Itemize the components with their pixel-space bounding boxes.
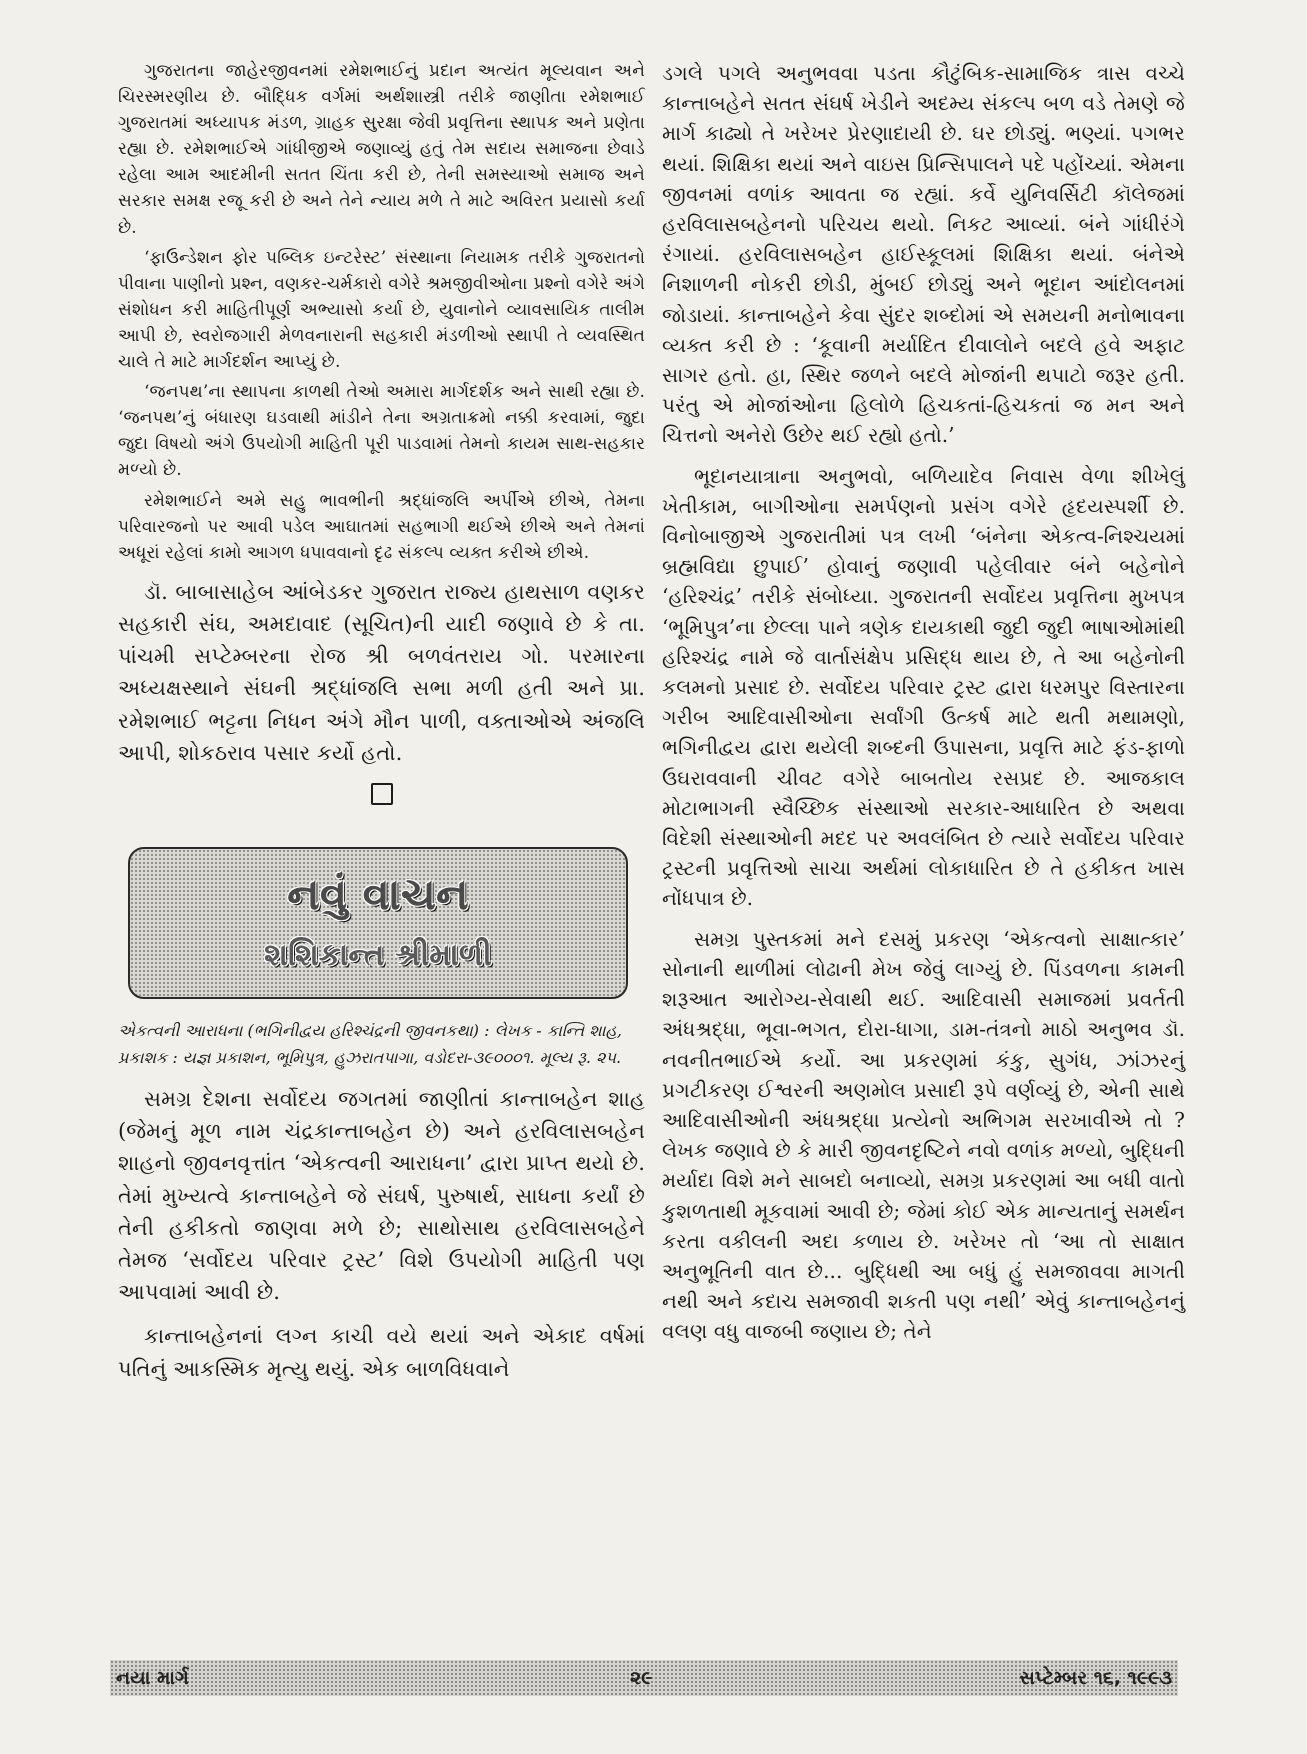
right-column bbox=[662, 58, 1185, 1347]
footer-page-number: ૨૯ bbox=[630, 1667, 653, 1689]
footer-date: સપ્ટેમ્બર ૧૬, ૧૯૯૩ bbox=[1019, 1667, 1172, 1689]
section-author: શશિકાન્ત શ્રીમાળી bbox=[264, 937, 492, 973]
page-footer bbox=[110, 1660, 1178, 1696]
paragraph-tribute: રમેશભાઈને અમે સહુ ભાવભીની શ્રદ્ધાંજલિ અર્પીએ છીએ, તેમના પરિવારજનો પર આવી પડેલ આઘાતમાં સહભાગી થઈએ છીએ અને તેમનાં અધૂરાં રહેલાં કામો આગળ ધપાવવાનો દૃઢ સંકલ્પ વ્યક્ત કરીએ છીએ. bbox=[118, 490, 645, 563]
paragraph-janpath: ‘જનપથ’ના સ્થાપના કાળથી તેઓ અમારા માર્ગદર્શક અને સાથી રહ્યા છે. ‘જનપથ’નું બંધારણ ઘડવાથી માંડીને તેના અગ્રતાક્રમો નક્કી કરવામાં, જુદા જુદા વિષયો અંગે ઉપયોગી માહિતી પૂરી પાડવામાં તેમનો કાયમ સાથ-સહકાર મળ્યો છે. bbox=[118, 382, 645, 481]
paragraph-notice: ડૉ. બાબાસાહેબ આંબેડકર ગુજરાત રાજ્ય હાથસાળ વણકર સહકારી સંઘ, અમદાવાદ (સૂચિત)ની યાદી જણાવે છે કે તા. પાંચમી સપ્ટેમ્બરના રોજ શ્રી બળવંતરાય ગો. પરમારના અધ્યક્ષસ્થાને સંઘની શ્રદ્ધાંજલિ સભા મળી હતી અને પ્રા. રમેશભાઈ ભટ્ટના નિધન અંગે મૌન પાળી, વક્તાઓએ અંજલિ આપી, શોકઠરાવ પસાર કર્યો હતો. bbox=[118, 578, 645, 765]
section-title: નવું વાચન bbox=[287, 869, 469, 920]
paragraph-contribution: ગુજરાતના જાહેરજીવનમાં રમેશભાઈનું પ્રદાન અત્યંત મૂલ્યવાન અને ચિરસ્મરણીય છે. બૌદ્ધિક વર્ગમાં અર્થશાસ્ત્રી તરીકે જાણીતા રમેશભાઈ ગુજરાતમાં અધ્યાપક મંડળ, ગ્રાહક સુરક્ષા જેવી પ્રવૃત્તિના સ્થાપક અને પ્રણેતા રહ્યા છે. રમેશભાઈએ ગાંધીજીએ જણાવ્યું હતું તેમ સદાય સમાજના છેવાડે રહેલા આમ આદમીની સતત ચિંતા કરી છે, તેની સમસ્યાઓ સમાજ અને સરકાર સમક્ષ રજૂ કરી છે અને તેને ન્યાય મળે તે માટે અવિરત પ્રયાસો કર્યા છે. bbox=[118, 61, 645, 238]
paragraph-foundation: ‘ફાઉન્ડેશન ફોર પબ્લિક ઇન્ટરેસ્ટ’ સંસ્થાના નિયામક તરીકે ગુજરાતનો પીવાના પાણીનો પ્રશ્ન, વણકર-ચર્મકારો વગેરે શ્રમજીવીઓના પ્રશ્નો વગેરે અંગે સંશોધન કરી માહિતીપૂર્ણ અભ્યાસો કર્યા છે, યુવાનોને વ્યાવસાયિક તાલીમ આપી છે, સ્વરોજગારી મેળવનારાની સહકારી મંડળીઓ સ્થાપી તે વ્યવસ્થિત ચાલે તે માટે માર્ગદર્શન આપ્યું છે. bbox=[118, 247, 645, 373]
book-info: એકત્વની આરાધના (ભગિનીદ્વય હરિશ્ચંદ્રની જીવનકથા) : લેખક - કાન્તિ શાહ, પ્રકાશક : યજ્ઞ પ્રકાશન, ભૂમિપુત્ર, હુઝરાતપાગા, વડોદરા-૩૯૦૦૦૧. મૂલ્ય રૂ. ૨૫. bbox=[118, 1021, 622, 1067]
review-paragraph-bhoodan: ભૂદાનયાત્રાના અનુભવો, બળિયાદેવ નિવાસ વેળા શીખેલું ખેતીકામ, બાગીઓના સમર્પણનો પ્રસંગ વગેરે હૃદયસ્પર્શી છે. વિનોબાજીએ ગુજરાતીમાં પત્ર લખી ‘બંનેના એકત્વ-નિશ્ચયમાં બ્રહ્મવિદ્યા છુપાઈ’ હોવાનું જણાવી પહેલીવાર બંને બહેનોને ‘હરિશ્ચંદ્ર’ તરીકે સંબોધ્યા. ગુજરાતની સર્વોદય પ્રવૃત્તિના મુખપત્ર ‘ભૂમિપુત્ર’ના છેલ્લા પાને ત્રણેક દાયકાથી જુદી જુદી ભાષાઓમાંથી હરિશ્ચંદ્ર નામે જે વાર્તાસંક્ષેપ પ્રસિદ્ધ થાય છે, તે આ બહેનોની કલમનો પ્રસાદ છે. સર્વોદય પરિવાર ટ્રસ્ટ દ્વારા ધરમપુર વિસ્તારના ગરીબ આદિવાસીઓના સર્વાંગી ઉત્કર્ષ માટે થતી મથામણો, ભગિનીદ્વય દ્વારા થયેલી શબ્દની ઉપાસના, પ્રવૃત્તિ માટે ફંડ-ફાળો ઉઘરાવવાની ચીવટ વગેરે બાબતોય રસપ્રદ છે. આજકાલ મોટાભાગની સ્વૈચ્છિક સંસ્થાઓ સરકાર-આધારિત છે અથવા વિદેશી સંસ્થાઓની મદદ પર અવલંબિત છે ત્યારે સર્વોદય પરિવાર ટ્રસ્ટની પ્રવૃત્તિઓ સાચા અર્થમાં લોકાધારિત છે તે હકીકત ખાસ નોંધપાત્ર છે. bbox=[662, 463, 1185, 911]
review-paragraph-intro: સમગ્ર દેશના સર્વોદય જગતમાં જાણીતાં કાન્તાબહેન શાહ (જેમનું મૂળ નામ ચંદ્રકાન્તાબહેન છે) અને હરવિલાસબહેન શાહનો જીવનવૃત્તાંત ‘એકત્વની આરાધના’ દ્વારા પ્રાપ્ત થયો છે. તેમાં મુખ્યત્વે કાન્તાબહેને જે સંઘર્ષ, પુરુષાર્થ, સાધના કર્યાં છે તેની હકીકતો જાણવા મળે છે; સાથોસાથ હરવિલાસબહેને તેમજ ‘સર્વોદય પરિવાર ટ્રસ્ટ’ વિશે ઉપયોગી માહિતી પણ આપવામાં આવી છે. bbox=[118, 1086, 645, 1305]
review-paragraph-chapter: સમગ્ર પુસ્તકમાં મને દસમું પ્રકરણ ‘એકત્વનો સાક્ષાત્કાર’ સોનાની થાળીમાં લોઢાની મેખ જેવું લાગ્યું છે. પિંડવળના કામની શરૂઆત આરોગ્ય-સેવાથી થઈ. આદિવાસી સમાજમાં પ્રવર્તતી અંધશ્રદ્ધા, ભૂવા-ભગત, દોરા-ધાગા, ડામ-તંત્રનો માઠો અનુભવ ડૉ. નવનીતભાઈએ કર્યો. આ પ્રકરણમાં કંકુ, સુગંધ, ઝાંઝરનું પ્રગટીકરણ ઈશ્વરની અણમોલ પ્રસાદી રૂપે વર્ણવ્યું છે, એની સાથે આદિવાસીઓની અંધશ્રદ્ધા પ્રત્યેનો અભિગમ સરખાવીએ તો ? લેખક જણાવે છે કે મારી જીવનદૃષ્ટિને નવો વળાંક મળ્યો, બુદ્ધિની મર્યાદા વિશે મને સાબદો બનાવ્યો, સમગ્ર પ્રકરણમાં આ બધી વાતો કુશળતાથી મૂકવામાં આવી છે; જેમાં કોઈ એક માન્યતાનું સમર્થન કરતા વકીલની અદા કળાય છે. ખરેખર તો ‘આ તો સાક્ષાત અનુભૂતિની વાત છે... બુદ્ધિથી આ બધું હું સમજાવવા માગતી નથી અને કદાચ સમજાવી શકતી પણ નથી’ એવું કાન્તાબહેનનું વલણ વધુ વાજબી જણાય છે; તેને bbox=[662, 926, 1185, 1344]
section-header-box bbox=[128, 847, 628, 999]
left-column bbox=[118, 58, 645, 1385]
footer-magazine-name: નયા માર્ગ bbox=[116, 1667, 189, 1689]
review-paragraph-struggle: ડગલે પગલે અનુભવવા પડતા કૌટુંબિક-સામાજિક ત્રાસ વચ્ચે કાન્તાબહેને સતત સંઘર્ષ ખેડીને અદમ્ય સંકલ્પ બળ વડે તેમણે જે માર્ગ કાઢ્યો તે ખરેખર પ્રેરણાદાયી છે. ઘર છોડ્યું. ભણ્યાં. પગભર થયાં. શિક્ષિકા થયાં અને વાઇસ પ્રિન્સિપાલને પદે પહોંચ્યાં. એમના જીવનમાં વળાંક આવતા જ રહ્યાં. કર્વે યુનિવર્સિટી કૉલેજમાં હરવિલાસબહેનનો પરિચય થયો. નિકટ આવ્યાં. બંને ગાંધીરંગે રંગાયાં. હરવિલાસબહેન હાઈસ્કૂલમાં શિક્ષિકા થયાં. બંનેએ નિશાળની નોકરી છોડી, મુંબઈ છોડ્યું અને ભૂદાન આંદોલનમાં જોડાયાં. કાન્તાબહેને કેવા સુંદર શબ્દોમાં એ સમયની મનોભાવના વ્યક્ત કરી છે : ‘કૂવાની મર્યાદિત દીવાલોને બદલે હવે અફાટ સાગર હતો. હા, સ્થિર જળને બદલે મોજાંની થપાટો જરૂર હતી. પરંતુ એ મોજાંઓના હિલોળે હિચકતાં-હિચકતાં જ મન અને ચિત્તનો અનેરો ઉછેર થઈ રહ્યો હતો.’ bbox=[662, 61, 1185, 448]
end-mark-icon bbox=[371, 783, 393, 805]
review-paragraph-marriage: કાન્તાબહેનનાં લગ્ન કાચી વયે થયાં અને એકાદ વર્ષમાં પતિનું આકસ્મિક મૃત્યુ થયું. એક બાળવિધવાને bbox=[118, 1323, 645, 1381]
